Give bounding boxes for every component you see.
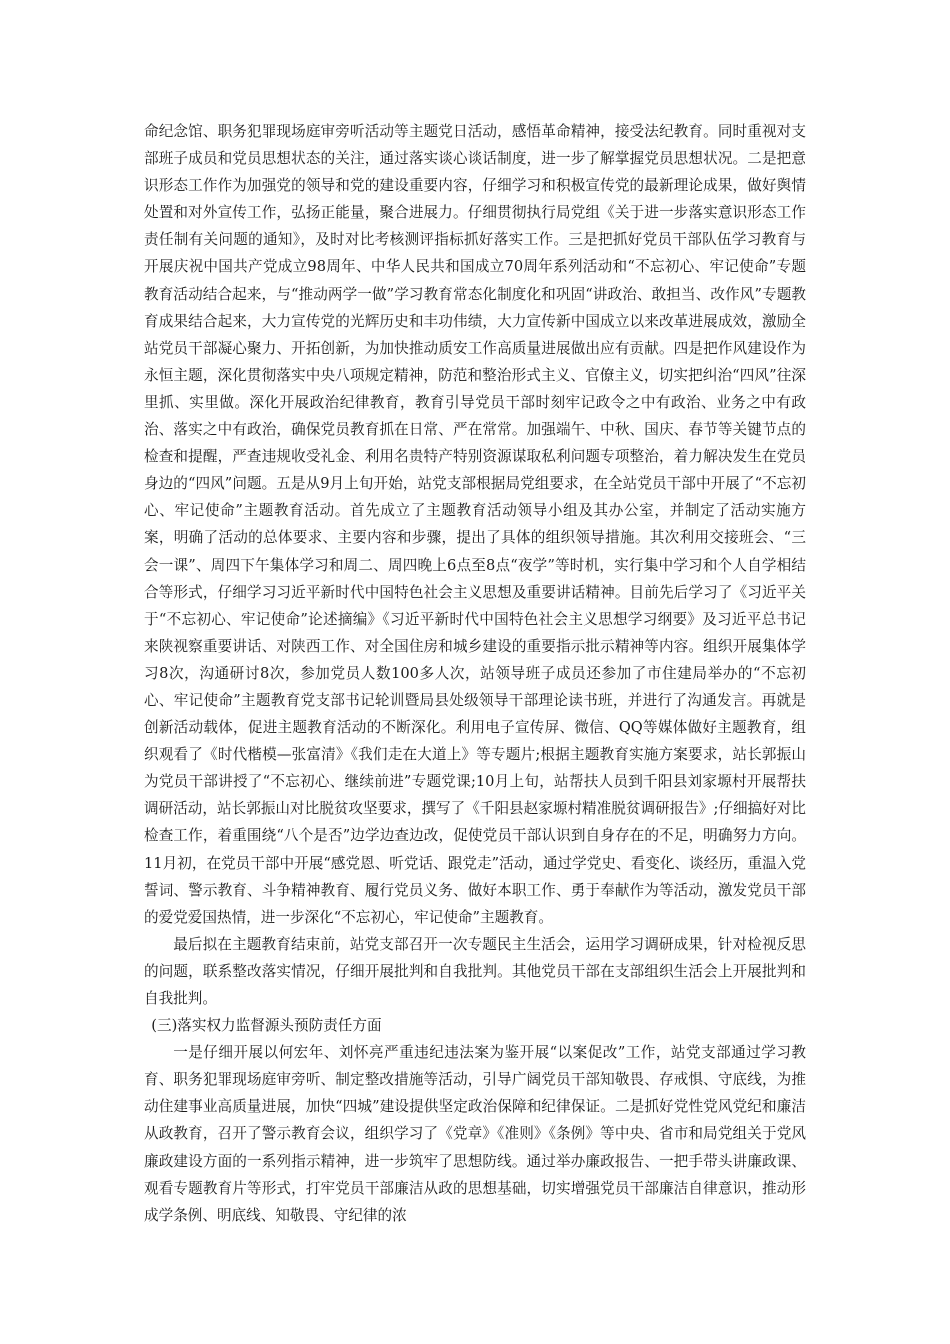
- body-paragraph-1: 命纪念馆、职务犯罪现场庭审旁听活动等主题党日活动，感悟革命精神，接受法纪教育。同时重视对支部班子成员和党员思想状态的关注，通过落实谈心谈话制度，进一步了解掌握党员思想状况。二是把意识形态工作作为加强党的领导和党的建设重要内容，仔细学习和积极宣传党的最新理论成果，做好舆情处置和对外宣传工作，弘扬正能量，聚合进展力。仔细贯彻执行局党组《关于进一步落实意识形态工作责任制有关问题的通知》，及时对比考核测评指标抓好落实工作。三是把抓好党员干部队伍学习教育与开展庆祝中国共产党成立98周年、中华人民共和国成立70周年系列活动和“不忘初心、牢记使命”专题教育活动结合起来，与“推动两学一做”学习教育常态化制度化和巩固“讲政治、敢担当、改作风”专题教育成果结合起来，大力宣传党的光辉历史和丰功伟绩，大力宣传新中国成立以来改革进展成效，激励全站党员干部凝心聚力、开拓创新，为加快推动质安工作高质量进展做出应有贡献。四是把作风建设作为永恒主题，深化贯彻落实中央八项规定精神，防范和整治形式主义、官僚主义，切实把纠治“四风”往深里抓、实里做。深化开展政治纪律教育，教育引导党员干部时刻牢记政令之中有政治、业务之中有政治、落实之中有政治，确保党员教育抓在日常、严在常常。加强端午、中秋、国庆、春节等关键节点的检查和提醒，严查违规收受礼金、利用名贵特产特别资源谋取私利问题专项整治，着力解决发生在党员身边的“四风”问题。五是从9月上旬开始，站党支部根据局党组要求，在全站党员干部中开展了“不忘初心、牢记使命”主题教育活动。首先成立了主题教育活动领导小组及其办公室，并制定了活动实施方案，明确了活动的总体要求、主要内容和步骤，提出了具体的组织领导措施。其次利用交接班会、“三会一课”、周四下午集体学习和周二、周四晚上6点至8点“夜学”等时机，实行集中学习和个人自学相结合等形式，仔细学习习近平新时代中国特色社会主义思想及重要讲话精神。目前先后学习了《习近平关于“不忘初心、牢记使命”论述摘编》《习近平新时代中国特色社会主义思想学习纲要》及习近平总书记来陕视察重要讲话、对陕西工作、对全国住房和城乡建设的重要指示批示精神等内容。组织开展集体学习8次，沟通研讨8次，参加党员人数100多人次，站领导班子成员还参加了市住建局举办的“不忘初心、牢记使命”主题教育党支部书记轮训暨局县处级领导干部理论读书班，并进行了沟通发言。再就是创新活动载体，促进主题教育活动的不断深化。利用电子宣传屏、微信、QQ等媒体做好主题教育，组织观看了《时代楷模—张富清》《我们走在大道上》等专题片;根据主题教育实施方案要求，站长郭振山为党员干部讲授了“不忘初心、继续前进”专题党课;10月上旬，站帮扶人员到千阳县刘家塬村开展帮扶调研活动，站长郭振山对比脱贫攻坚要求，撰写了《千阳县赵家塬村精准脱贫调研报告》;仔细搞好对比检查工作，着重围绕“八个是否”边学边查边改，促使党员干部认识到自身存在的不足，明确努力方向。11月初，在党员干部中开展“感党恩、听党话、跟党走”活动，通过学党史、看变化、谈经历，重温入党誓词、警示教育、斗争精神教育、履行党员义务、做好本职工作、勇于奉献作为等活动，激发党员干部的爱党爱国热情，进一步深化“不忘初心，牢记使命”主题教育。: [144, 123, 806, 926]
- body-paragraph-3: 一是仔细开展以何宏年、刘怀亮严重违纪违法案为鉴开展“以案促改”工作，站党支部通过学习教育、职务犯罪现场庭审旁听、制定整改措施等活动，引导广阔党员干部知敬畏、存戒惧、守底线，为推动住建事业高质量进展，加快“四城”建设提供坚定政治保障和纪律保证。二是抓好党性党风党纪和廉洁从政教育，召开了警示教育会议，组织学习了《党章》《准则》《条例》等中央、省市和局党组关于党风廉政建设方面的一系列指示精神，进一步筑牢了思想防线。通过举办廉政报告、一把手带头讲廉政课、观看专题教育片等形式，打牢党员干部廉洁从政的思想基础，切实增强党员干部廉洁自律意识，推动形成学条例、明底线、知敬畏、守纪律的浓: [144, 1044, 806, 1224]
- document-page: [144, 118, 806, 1229]
- section-heading: (三)落实权力监督源头预防责任方面: [151, 1017, 382, 1035]
- body-paragraph-2: 最后拟在主题教育结束前，站党支部召开一次专题民主生活会，运用学习调研成果，针对检视反思的问题，联系整改落实情况，仔细开展批判和自我批判。其他党员干部在支部组织生活会上开展批判和自我批判。: [144, 935, 806, 1007]
